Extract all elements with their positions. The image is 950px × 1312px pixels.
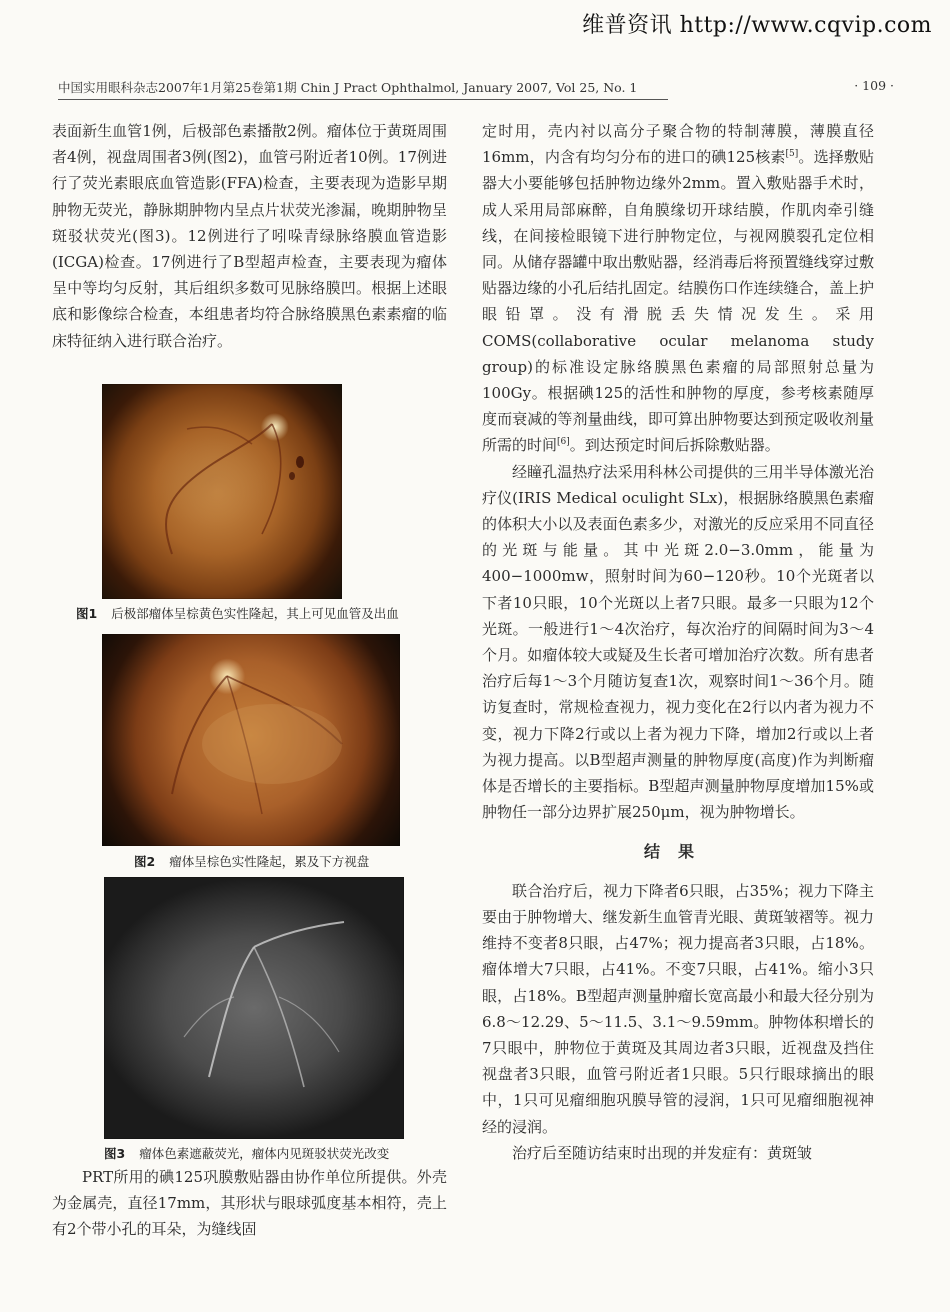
right-column [482, 118, 874, 1166]
figure-3-caption [104, 1144, 389, 1162]
section-heading-results: 结果 [643, 842, 712, 862]
figure-1-label: 图1 [76, 606, 98, 621]
figure-2-caption-text: 瘤体呈棕色实性隆起，累及下方视盘 [169, 854, 370, 869]
right-paragraph-1-rest: 。选择敷贴器大小要能够包括肿物边缘外2mm。置入敷贴器手术时，成人采用局部麻醉，自角膜缘切开球结膜，作肌肉牵引缝线，在间接检眼镜下进行肿物定位，与视网膜裂孔定位相同。从储存器罐中取出敷贴器，经消毒后将预置缝线穿过敷贴器边缘的小孔后结扎固定。结膜伤口作连续缝合，盖上护眼铅罩。没有滑脱丢失情况发生。采用COMS(collaborative ocular melanoma study group)的标准设定脉络膜黑色素瘤的局部照射总量为100Gy。根据碘125的活性和肿物的厚度，参考核素随厚度而衰减的等剂量曲线，即可算出肿物要达到预定吸收剂量所需的时间 [482, 148, 874, 455]
right-paragraph-4: 治疗后至随访结束时出现的并发症有：黄斑皱 [512, 1143, 813, 1162]
figure-3-vessels [104, 877, 404, 1139]
figure-1-fundus-photo [102, 384, 342, 599]
citation-6: [6] [557, 437, 570, 448]
right-paragraph-1 [482, 118, 874, 459]
watermark: 维普资讯 http://www.cqvip.com [582, 13, 932, 38]
left-paragraph-1: 表面新生血管1例，后极部色素播散2例。瘤体位于黄斑周围者4例，视盘周围者3例(图2)，血管弓附近者10例。17例进行了荧光素眼底血管造影(FFA)检查，主要表现为造影早期肿物无荧光，静脉期肿物内呈点片状荧光渗漏，晚期肿物呈斑驳状荧光(图3)。12例进行了吲哚青绿脉络膜血管造影(ICGA)检查。17例进行了B型超声检查，主要表现为瘤体呈中等均匀反射，其后组织多数可见脉络膜凹。根据上述眼底和影像综合检查，本组患者均符合脉络膜黑色素素瘤的临床特征纳入进行联合治疗。 [52, 122, 447, 350]
left-paragraph-2: PRT所用的碘125巩膜敷贴器由协作单位所提供。外壳为金属壳，直径17mm，其形状与眼球弧度基本相符，壳上有2个带小孔的耳朵，为缝线固 [52, 1168, 447, 1239]
figure-1-caption-text: 后极部瘤体呈棕黄色实性隆起，其上可见血管及出血 [111, 606, 399, 621]
figure-1-vessels [102, 384, 342, 599]
figure-3-label: 图3 [104, 1146, 126, 1161]
figure-2-vessels [102, 634, 400, 846]
right-paragraph-1-end: 。到达预定时间后拆除敷贴器。 [569, 436, 780, 455]
figure-2-caption [134, 852, 369, 870]
right-paragraph-2: 经瞳孔温热疗法采用科林公司提供的三用半导体激光治疗仪(IRIS Medical oculight SLx)，根据脉络膜黑色素瘤的体积大小以及表面色素多少，对激光的反应采用不同直径的光斑与能量。其中光斑2.0−3.0mm，能量为400−1000mw，照射时间为60−120秒。10个光斑者以下者10只眼，10个光斑以上者7只眼。最多一只眼为12个光斑。一般进行1～4次治疗，每次治疗的间隔时间为3～4个月。如瘤体较大或疑及生长者可增加治疗次数。所有患者治疗后每1～3个月随访复查1次，观察时间1～36个月。随访复查时，常规检查视力，视力变化在2行以内者为视力不变，视力下降2行或以上者为视力下降，增加2行或以上者为视力提高。以B型超声测量的肿物厚度(高度)作为判断瘤体是否增长的主要指标。B型超声测量肿物厚度增加15%或肿物任一部分边界扩展250μm，视为肿物增长。 [482, 462, 874, 822]
page-number: · 109 · [854, 78, 894, 93]
right-paragraph-1-text: 定时用，壳内衬以高分子聚合物的特制薄膜，薄膜直径16mm，内含有均匀分布的进口的碘125核素 [482, 122, 874, 167]
figure-2-fundus-photo [102, 634, 400, 846]
figure-2-label: 图2 [134, 854, 156, 869]
left-column-lower [52, 1164, 447, 1243]
figure-3-caption-text: 瘤体色素遮蔽荧光，瘤体内见斑驳状荧光改变 [139, 1146, 390, 1161]
running-head: 中国实用眼科杂志2007年1月第25卷第1期 Chin J Pract Ophthalmol, January 2007, Vol 25, No. 1 [58, 78, 668, 100]
right-paragraph-3: 联合治疗后，视力下降者6只眼，占35%；视力下降主要由于肿物增大、继发新生血管青光眼、黄斑皱褶等。视力维持不变者8只眼，占47%；视力提高者3只眼，占18%。瘤体增大7只眼，占41%。不变7只眼，占41%。缩小3只眼，占18%。B型超声测量肿瘤长宽高最小和最大径分别为6.8～12.29、5～11.5、3.1～9.59mm。肿物体积增长的7只眼中，肿物位于黄斑及其周边者3只眼，近视盘及挡住视盘者3只眼，血管弓附近者1只眼。5只行眼球摘出的眼中，1只可见瘤细胞巩膜导管的浸润，1只可见瘤细胞视神经的浸润。 [482, 881, 874, 1136]
figure-3-angiogram [104, 877, 404, 1139]
left-column [52, 118, 447, 354]
citation-5: [5] [785, 149, 799, 160]
figure-1-caption [76, 604, 399, 622]
